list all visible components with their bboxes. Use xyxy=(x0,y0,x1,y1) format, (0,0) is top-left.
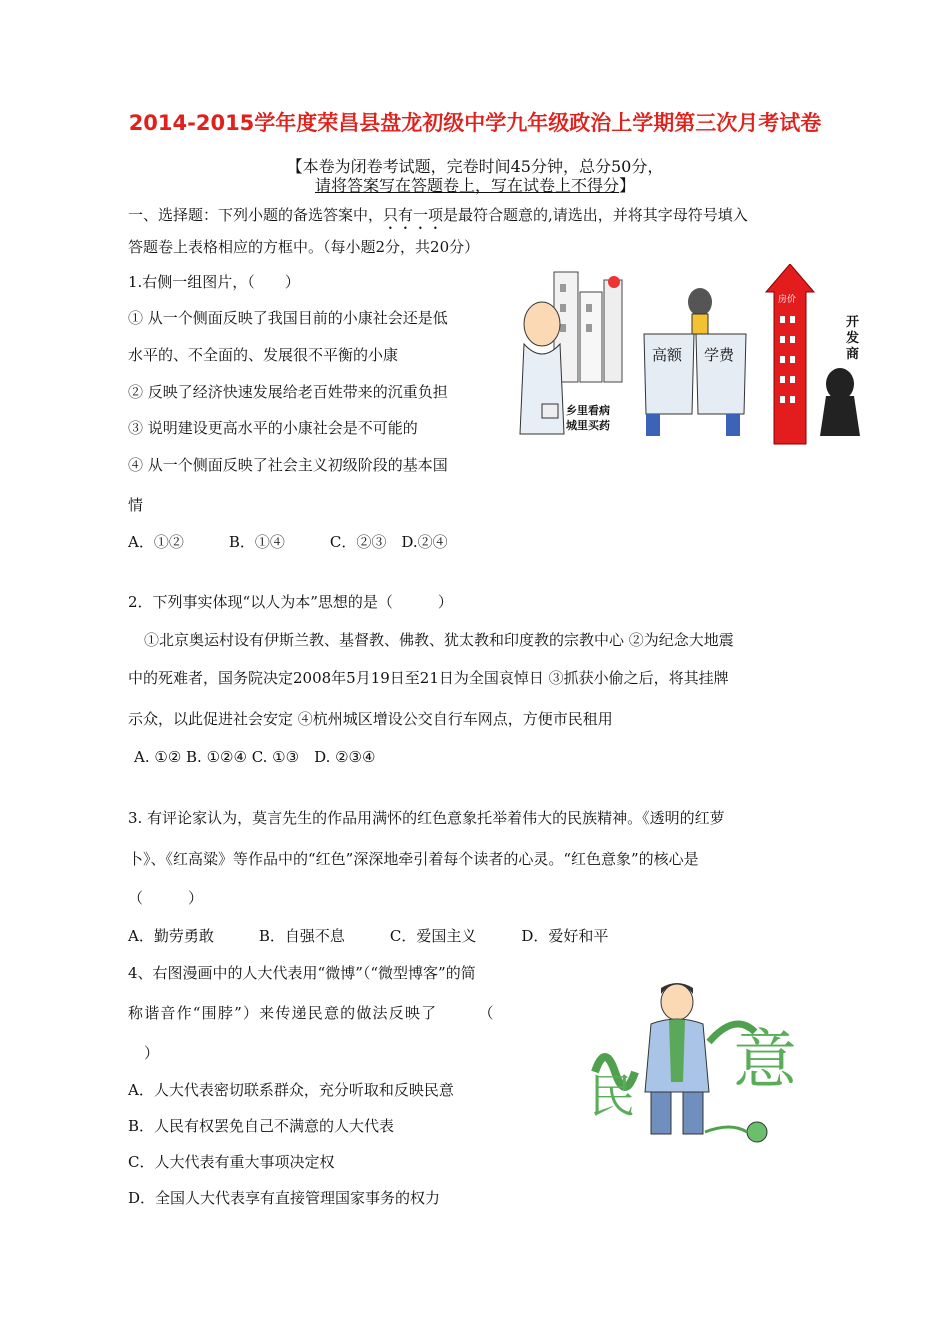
section1-instructions xyxy=(128,205,748,233)
q3-text-line1: 3. 有评论家认为，莫言先生的作品用满怀的红色意象托举着伟大的民族精神。《透明的红萝 xyxy=(128,809,725,827)
exam-title: 2014-2015学年度荣昌县盘龙初级中学九年级政治上学期第三次月考试卷 xyxy=(128,111,822,135)
q1-cartoon-label-d: 房价 xyxy=(778,295,797,305)
q1-cartoon-label-b1: 高额 xyxy=(652,346,683,364)
q1-stem: 1.右侧一组图片，（ ） xyxy=(128,273,300,291)
q1-cartoon-label-c2: 发 xyxy=(846,331,860,346)
q4-option-d: D．全国人大代表享有直接管理国家事务的权力 xyxy=(128,1189,441,1207)
q2-choices: A. ①② B. ①②④ C. ①③ D. ②③④ xyxy=(134,748,376,766)
section1-text-b: 是最符合题意的,请选出，并将其字母符号填入 xyxy=(443,206,748,224)
q4-text-line3: ） xyxy=(144,1044,160,1062)
q1-option3: ③ 说明建设更高水平的小康社会是不可能的 xyxy=(128,419,418,437)
q2-text-line3: 示众，以此促进社会安定 ④杭州城区增设公交自行车网点，方便市民租用 xyxy=(128,710,613,728)
section1-instructions-line2: 答题卷上表格相应的方框中。（每小题2分，共20分） xyxy=(128,238,480,256)
q4-cartoon-label-min: 民 xyxy=(589,1069,635,1123)
q4-option-a: A．人大代表密切联系群众，充分听取和反映民意 xyxy=(128,1081,454,1099)
q3-choices: A．勤劳勇敢 B．自强不息 C．爱国主义 D．爱好和平 xyxy=(128,927,609,945)
q4-cartoon-label-yi: 意 xyxy=(733,1024,797,1098)
q1-cartoon-image xyxy=(514,264,882,450)
q1-cartoon-label-a1: 乡里看病 xyxy=(566,404,610,417)
q3-text-line2: 卜》、《红高粱》等作品中的“红色”深深地牵引着每个读者的心灵。“红色意象”的核心是 xyxy=(128,850,699,868)
q2-text-line1: ①北京奥运村设有伊斯兰教、基督教、佛教、犹太教和印度教的宗教中心 ②为纪念大地震 xyxy=(144,631,734,649)
q4-text-line1: 4、右图漫画中的人大代表用“微博”（“微型博客”的简 xyxy=(128,964,476,982)
q1-cartoon-label-c3: 商 xyxy=(846,347,860,362)
q1-cartoon-label-b2: 学费 xyxy=(704,346,735,364)
notice-bracket: 】 xyxy=(619,176,636,195)
q2-stem: 2．下列事实体现“以人为本”思想的是（ ） xyxy=(128,593,453,611)
q1-cartoon-label-a2: 城里买药 xyxy=(566,419,610,432)
q4-text-line2: 称谐音作“围脖”）来传递民意的做法反映了 （ xyxy=(128,1004,495,1022)
notice-underlined-text: 请将答案写在答题卷上，写在试卷上不得分 xyxy=(314,176,619,195)
q4-cartoon-image xyxy=(585,972,825,1150)
q1-option4: ④ 从一个侧面反映了社会主义初级阶段的基本国 xyxy=(128,456,448,474)
exam-notice-line2 xyxy=(150,176,800,196)
q1-option4-cont: 情 xyxy=(128,496,144,514)
exam-notice-line1: 【本卷为闭卷考试题，完卷时间45分钟，总分50分， xyxy=(286,157,664,176)
q4-option-c: C．人大代表有重大事项决定权 xyxy=(128,1153,335,1171)
q1-option1-cont: 水平的、不全面的、发展很不平衡的小康 xyxy=(128,346,399,364)
q1-option2: ② 反映了经济快速发展给老百姓带来的沉重负担 xyxy=(128,383,448,401)
q1-cartoon-label-c1: 开 xyxy=(846,315,860,330)
q2-text-line2: 中的死难者，国务院决定2008年5月19日至21日为全国哀悼日 ③抓获小偷之后，将其挂牌 xyxy=(128,669,729,687)
section1-emphasis: 只有一项 xyxy=(383,206,444,224)
q3-text-line3: （ ） xyxy=(128,889,204,907)
section1-text-a: 一、选择题：下列小题的备选答案中， xyxy=(128,206,384,224)
q1-choices: A．①② B．①④ C．②③ D.②④ xyxy=(128,533,448,551)
q4-option-b: B．人民有权罢免自己不满意的人大代表 xyxy=(128,1117,395,1135)
q1-option1: ① 从一个侧面反映了我国目前的小康社会还是低 xyxy=(128,309,448,327)
